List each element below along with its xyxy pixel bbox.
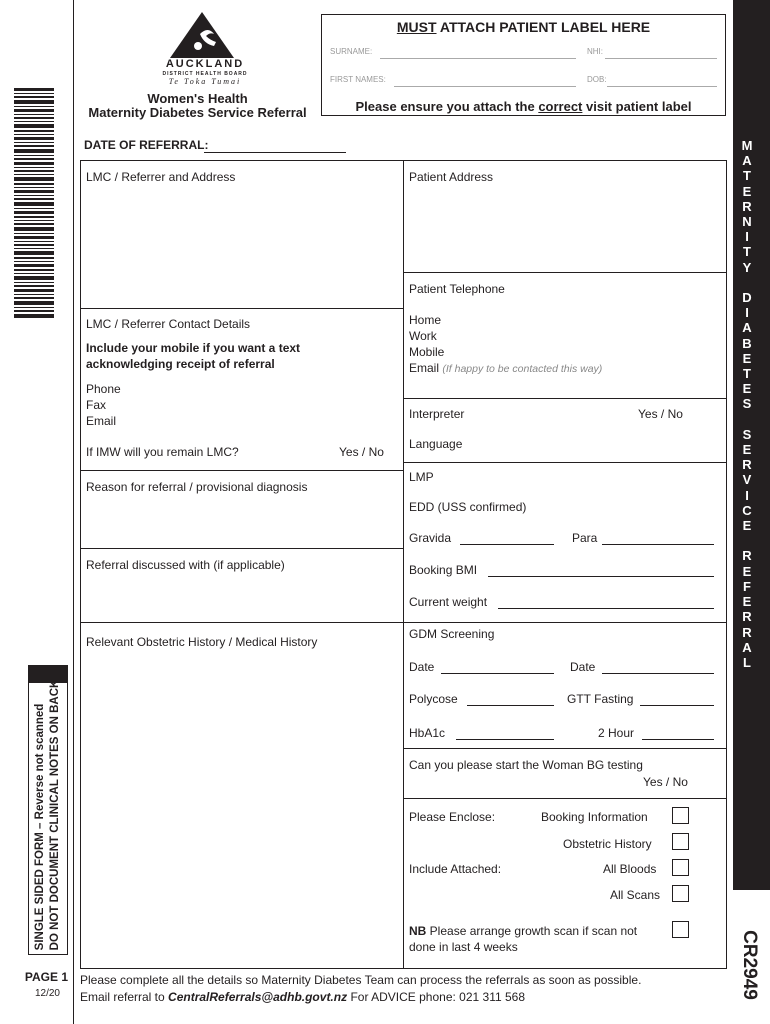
interpreter-label: Interpreter — [409, 407, 465, 421]
please-enclose-label: Please Enclose: — [409, 810, 496, 824]
adhb-logo-icon — [170, 12, 234, 60]
patient-label-box[interactable] — [321, 14, 726, 116]
mobile-note-line2: acknowledging receipt of referral — [86, 357, 275, 371]
date-of-referral-label: DATE OF REFERRAL: — [84, 138, 209, 152]
dob-label: DOB: — [587, 75, 607, 84]
lmc-address-label: LMC / Referrer and Address — [86, 170, 236, 184]
all-bloods-label: All Bloods — [603, 862, 657, 876]
gdm-screening-label: GDM Screening — [409, 627, 495, 641]
imw-yes-no[interactable]: Yes / No — [339, 445, 384, 459]
current-weight-field[interactable] — [498, 608, 714, 609]
phone-label: Phone — [86, 382, 121, 396]
footer-contact: Email referral to CentralReferrals@adhb.govt.nz For ADVICE phone: 021 311 568 — [80, 990, 526, 1004]
page-number: PAGE 1 — [24, 970, 68, 984]
nb-growth-scan-line2: done in last 4 weeks — [409, 940, 518, 954]
booking-info-label: Booking Information — [541, 810, 648, 824]
language-label: Language — [409, 437, 463, 451]
obstetric-history-checkbox[interactable] — [672, 833, 689, 850]
booking-bmi-field[interactable] — [488, 576, 714, 577]
all-scans-label: All Scans — [610, 888, 661, 902]
two-hour-field[interactable] — [642, 739, 714, 740]
surname-label: SURNAME: — [330, 47, 373, 56]
history-label: Relevant Obstetric History / Medical History — [86, 635, 318, 649]
gravida-label: Gravida — [409, 531, 452, 545]
gdm-date1-field[interactable] — [441, 673, 554, 674]
form-title — [80, 92, 315, 120]
gdm-date1-label: Date — [409, 660, 435, 674]
form-title-line1: Women's Health — [147, 91, 248, 106]
include-attached-label: Include Attached: — [409, 862, 502, 876]
org-tagline: Te Toka Tumai — [168, 77, 242, 86]
vertical-title: M A T E R N I T Y D I A B E T E S S E R V I C E R E F E R R A L — [741, 138, 753, 670]
reason-label: Reason for referral / provisional diagnosis — [86, 480, 308, 494]
gtt-fasting-label: GTT Fasting — [567, 692, 634, 706]
date-of-referral-field[interactable] — [204, 152, 346, 153]
notice-line-2: DO NOT DOCUMENT CLINICAL NOTES ON BACK — [49, 679, 61, 951]
vertical-title-bar — [733, 0, 770, 890]
first-names-label: FIRST NAMES: — [330, 75, 386, 84]
polycose-field[interactable] — [467, 705, 554, 706]
contact-details-label: LMC / Referrer Contact Details — [86, 317, 251, 331]
obstetric-history-label: Obstetric History — [563, 837, 652, 851]
patient-telephone-label: Patient Telephone — [409, 282, 505, 296]
interpreter-yes-no[interactable]: Yes / No — [638, 407, 683, 421]
edd-label: EDD (USS confirmed) — [409, 500, 527, 514]
notice-line-1: SINGLE SIDED FORM – Reverse not scanned — [34, 703, 46, 951]
booking-bmi-label: Booking BMI — [409, 563, 478, 577]
work-phone-label: Work — [409, 329, 437, 343]
nb-growth-scan-line1: NB Please arrange growth scan if scan not — [409, 924, 638, 938]
patient-label-footer: Please ensure you attach the correct visit patient label — [355, 99, 692, 114]
patient-email-label: Email (If happy to be contacted this way) — [409, 361, 603, 375]
gdm-date2-field[interactable] — [602, 673, 714, 674]
fax-label: Fax — [86, 398, 107, 412]
imw-question: If IMW will you remain LMC? — [86, 445, 239, 459]
barcode-icon — [14, 88, 54, 318]
polycose-label: Polycose — [409, 692, 458, 706]
form-title-line2: Maternity Diabetes Service Referral — [88, 105, 307, 120]
org-name: AUCKLAND — [165, 58, 245, 70]
two-hour-label: 2 Hour — [598, 726, 635, 740]
gravida-field[interactable] — [460, 544, 554, 545]
org-subtitle: DISTRICT HEALTH BOARD — [162, 71, 248, 77]
mobile-note-line1: Include your mobile if you want a text — [86, 341, 301, 355]
current-weight-label: Current weight — [409, 595, 488, 609]
all-scans-checkbox[interactable] — [672, 885, 689, 902]
patient-address-label: Patient Address — [409, 170, 494, 184]
bg-testing-yes-no[interactable]: Yes / No — [643, 775, 688, 789]
referral-email-link[interactable]: CentralReferrals@adhb.govt.nz — [168, 990, 348, 1004]
para-label: Para — [572, 531, 598, 545]
email-label: Email — [86, 414, 117, 428]
home-phone-label: Home — [409, 313, 442, 327]
discussed-label: Referral discussed with (if applicable) — [86, 558, 285, 572]
all-bloods-checkbox[interactable] — [672, 859, 689, 876]
nhi-label: NHI: — [587, 47, 603, 56]
bg-testing-question: Can you please start the Woman BG testing — [409, 758, 643, 772]
lmp-label: LMP — [409, 470, 434, 484]
single-sided-notice — [28, 665, 68, 965]
mobile-phone-label: Mobile — [409, 345, 445, 359]
hba1c-label: HbA1c — [409, 726, 446, 740]
form-code: CR2949 — [739, 930, 760, 1000]
version-date: 12/20 — [34, 988, 60, 999]
booking-info-checkbox[interactable] — [672, 807, 689, 824]
gtt-fasting-field[interactable] — [640, 705, 714, 706]
patient-label-heading: MUST ATTACH PATIENT LABEL HERE — [396, 19, 651, 35]
growth-scan-checkbox[interactable] — [672, 921, 689, 938]
para-field[interactable] — [602, 544, 714, 545]
footer-instructions: Please complete all the details so Maternity Diabetes Team can process the referrals as soon as possible. — [80, 973, 642, 987]
left-margin-rule — [73, 0, 74, 1024]
hba1c-field[interactable] — [456, 739, 554, 740]
gdm-date2-label: Date — [570, 660, 596, 674]
